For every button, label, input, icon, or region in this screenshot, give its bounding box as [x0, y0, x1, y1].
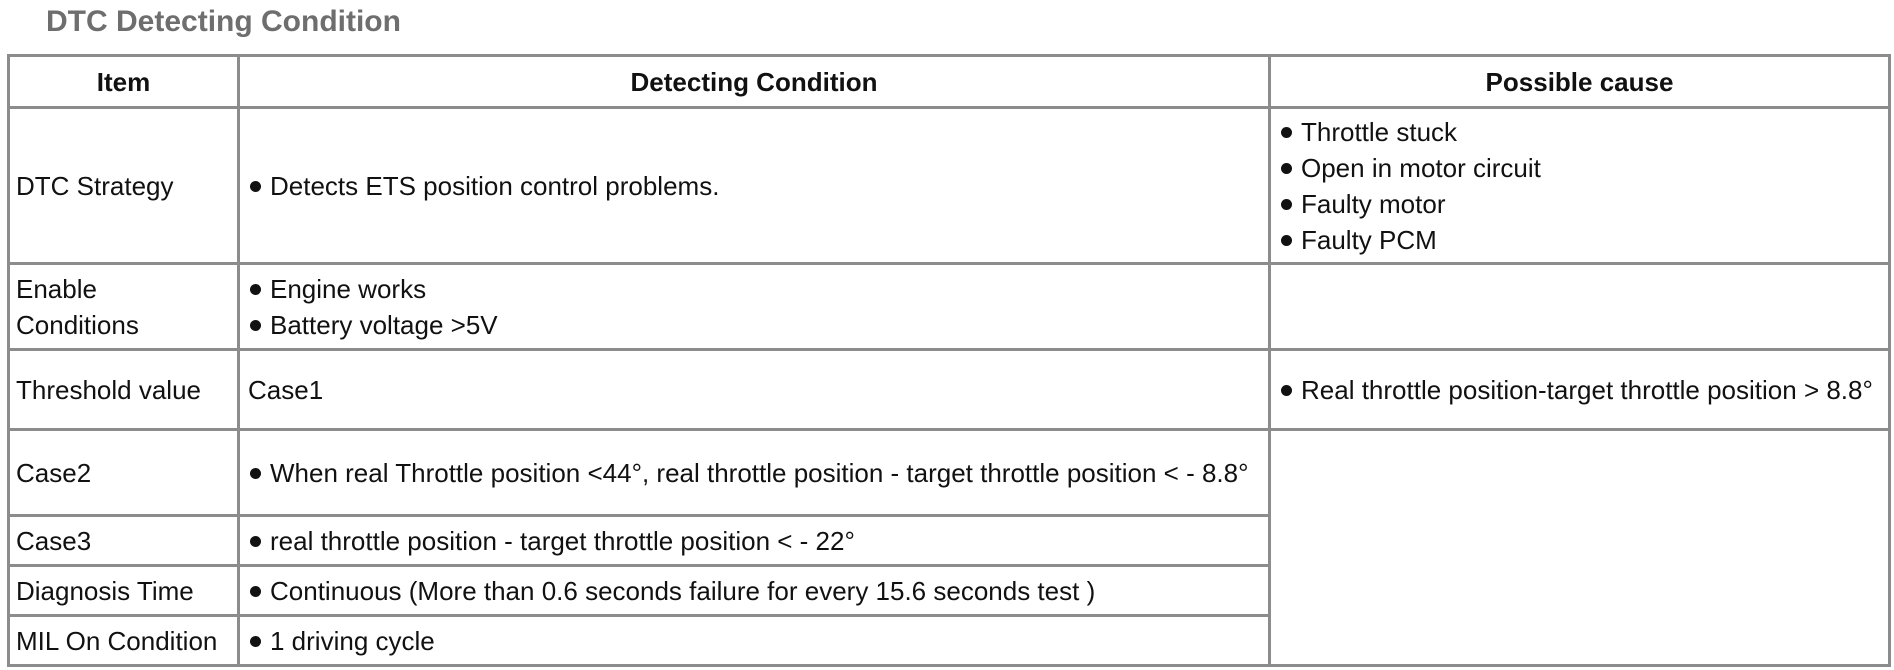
- dtc-condition-table: [7, 54, 1891, 667]
- cell-cause-empty-merged: [1270, 430, 1890, 666]
- header-detecting-condition: Detecting Condition: [239, 56, 1270, 108]
- cell-condition-threshold-value: Case1: [239, 350, 1270, 430]
- cause-list: [1279, 114, 1880, 258]
- condition-list: [248, 455, 1260, 491]
- list-item: Open in motor circuit: [1279, 150, 1880, 186]
- header-possible-cause: Possible cause: [1270, 56, 1890, 108]
- table-header-row: [9, 56, 1890, 108]
- list-item: Real throttle position-target throttle position > 8.8°: [1279, 372, 1880, 408]
- list-item: Battery voltage >5V: [248, 307, 1260, 343]
- cell-cause-enable-conditions: [1270, 264, 1890, 350]
- page-title: DTC Detecting Condition: [46, 5, 401, 38]
- condition-list: [248, 573, 1260, 609]
- cell-item-threshold-value: Threshold value: [9, 350, 239, 430]
- cell-condition-case2: [239, 430, 1270, 516]
- cell-item-case2: Case2: [9, 430, 239, 516]
- cell-item-mil-on-condition: MIL On Condition: [9, 616, 239, 666]
- table-row-dtc-strategy: [9, 108, 1890, 264]
- header-item: Item: [9, 56, 239, 108]
- condition-list: [248, 623, 1260, 659]
- list-item: real throttle position - target throttle position < - 22°: [248, 523, 1260, 559]
- list-item: Engine works: [248, 271, 1260, 307]
- table-row-threshold-value: [9, 350, 1890, 430]
- list-item: Faulty PCM: [1279, 222, 1880, 258]
- list-item: 1 driving cycle: [248, 623, 1260, 659]
- cell-condition-enable-conditions: [239, 264, 1270, 350]
- condition-list: [248, 271, 1260, 343]
- cell-condition-mil-on-condition: [239, 616, 1270, 666]
- list-item: Throttle stuck: [1279, 114, 1880, 150]
- condition-list: [248, 523, 1260, 559]
- cell-item-dtc-strategy: DTC Strategy: [9, 108, 239, 264]
- cell-cause-threshold-value: [1270, 350, 1890, 430]
- cell-condition-case3: [239, 516, 1270, 566]
- list-item: When real Throttle position <44°, real throttle position - target throttle position < - 8.8°: [248, 455, 1260, 491]
- cell-condition-dtc-strategy: [239, 108, 1270, 264]
- cause-list: [1279, 372, 1880, 408]
- cell-item-diagnosis-time: Diagnosis Time: [9, 566, 239, 616]
- cell-item-enable-conditions: [9, 264, 239, 350]
- cell-cause-dtc-strategy: [1270, 108, 1890, 264]
- condition-list: [248, 168, 1260, 204]
- list-item: Faulty motor: [1279, 186, 1880, 222]
- table-row-case2: [9, 430, 1890, 516]
- item-label-line: Enable: [16, 273, 97, 304]
- item-label-line: Conditions: [16, 309, 139, 340]
- cell-item-case3: Case3: [9, 516, 239, 566]
- table-row-enable-conditions: [9, 264, 1890, 350]
- list-item: Detects ETS position control problems.: [248, 168, 1260, 204]
- list-item: Continuous (More than 0.6 seconds failure for every 15.6 seconds test ): [248, 573, 1260, 609]
- cell-condition-diagnosis-time: [239, 566, 1270, 616]
